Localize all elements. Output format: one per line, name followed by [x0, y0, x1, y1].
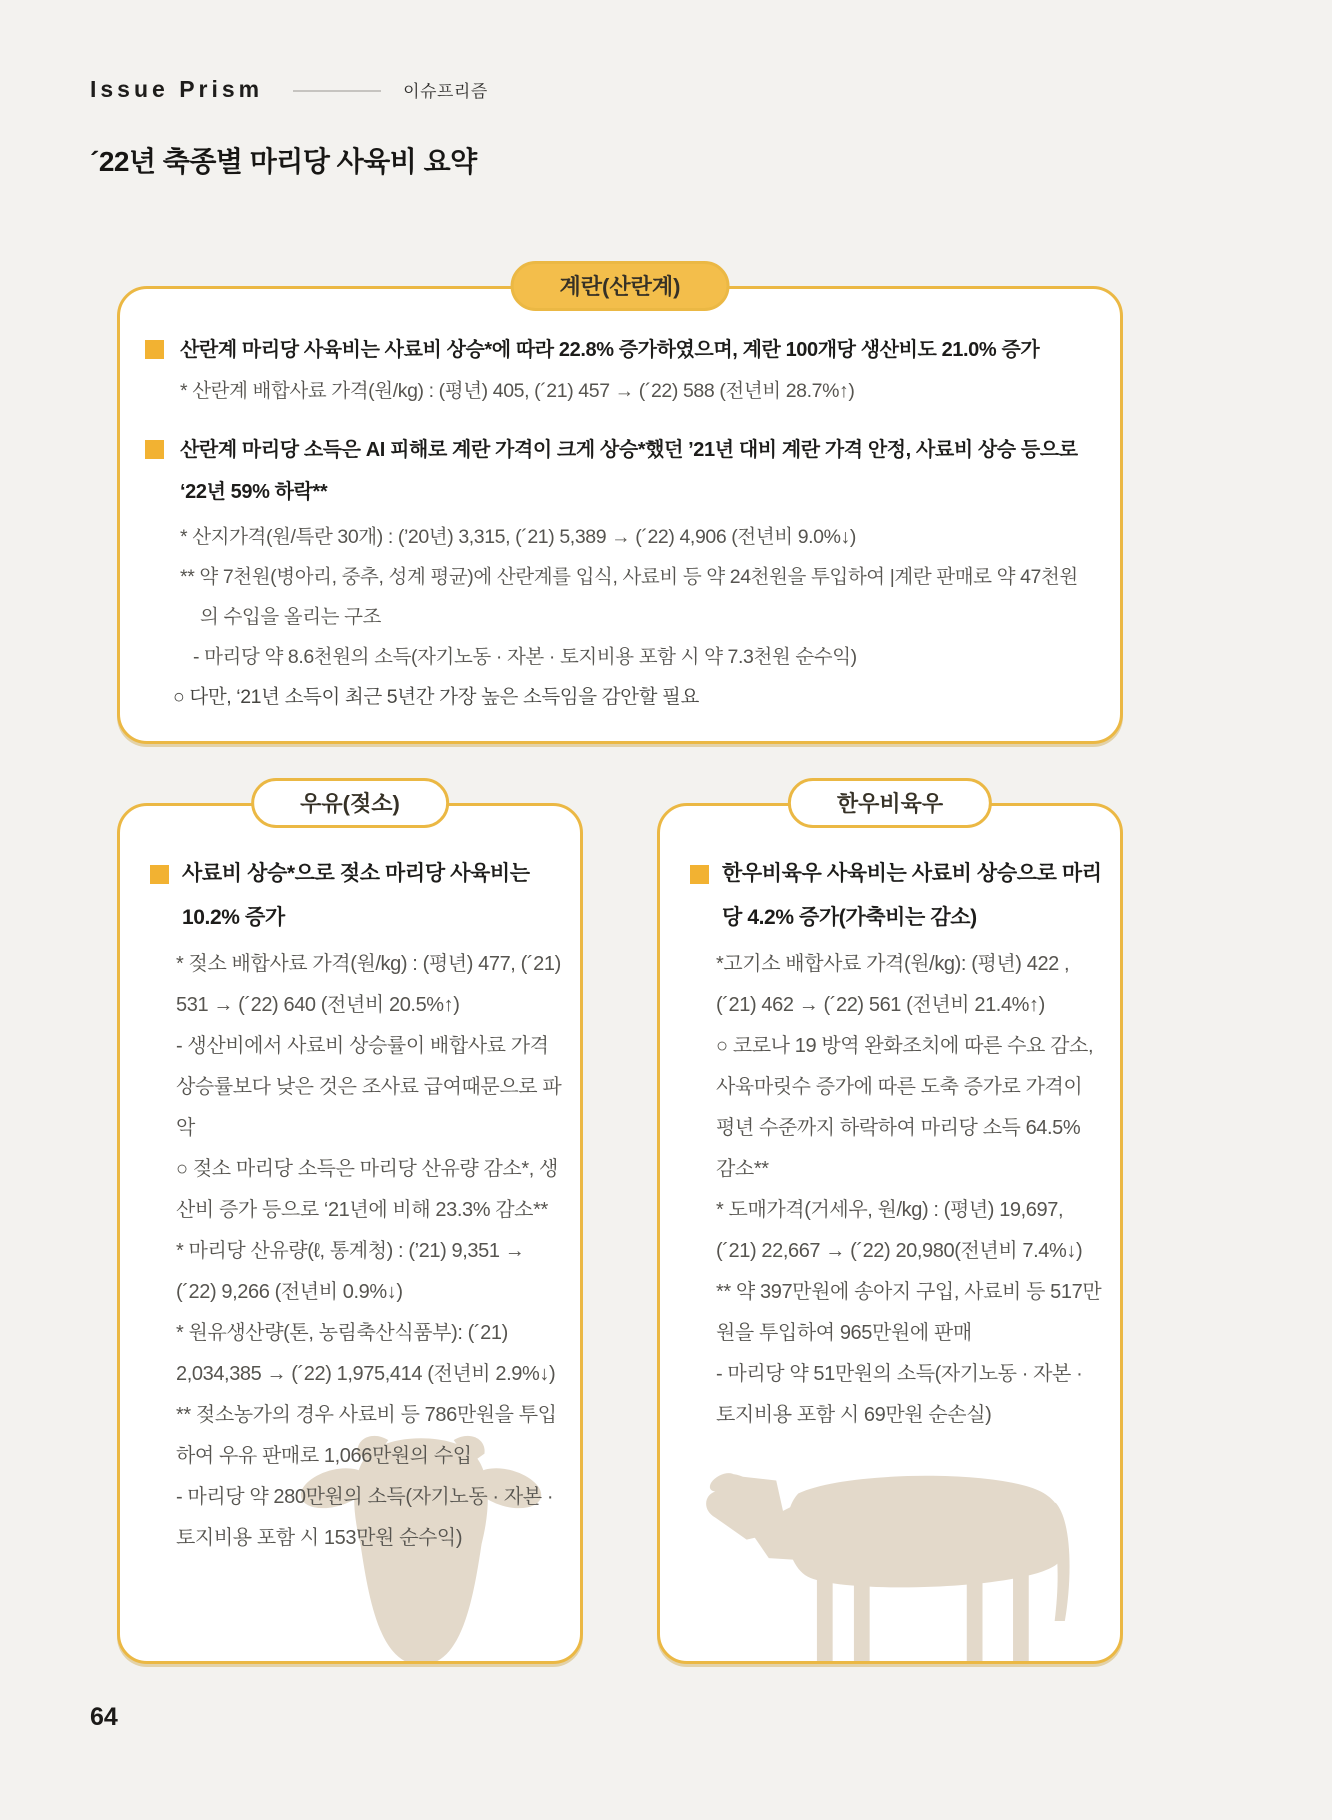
milk-note-yield: * 마리당 산유량(ℓ, 통계청) : (’21) 9,351 → (´22) 9,266 (전년비 0.9%↓): [176, 1240, 525, 1303]
beef-note-feed-price: *고기소 배합사료 가격(원/kg): (평년) 422 , (´21) 462 → (´22) 561 (전년비 21.4%↑): [716, 953, 1070, 1016]
page-number: 64: [90, 1703, 118, 1731]
milk-note-income-drop: ○ 젖소 마리당 소득은 마리당 산유량 감소*, 생산비 증가 등으로 ‘21년에 비해 23.3% 감소**: [176, 1158, 558, 1221]
square-bullet-icon: [145, 340, 164, 359]
egg-note-feed-price: * 산란계 배합사료 가격(원/kg) : (평년) 405, (´21) 457 → (´22) 588 (전년비 28.7%↑): [180, 380, 855, 402]
egg-note-farm-price: * 산지가격(원/특란 30개) : (’20년) 3,315, (´21) 5,389 → (´22) 4,906 (전년비 9.0%↓): [180, 526, 857, 548]
page-title: ´22년 축종별 마리당 사육비 요약: [90, 146, 477, 177]
brand-title: Issue Prism: [90, 76, 264, 102]
box-egg: [117, 274, 1123, 744]
square-bullet-icon: [145, 440, 164, 459]
page-header: [90, 76, 488, 103]
milk-note-income: - 마리당 약 280만원의 소득(자기노동 · 자본 · 토지비용 포함 시 153만원 순수익): [176, 1486, 554, 1549]
beef-point-1-text: 한우비육우 사육비는 사료비 상승으로 마리당 4.2% 증가(가축비는 감소): [722, 862, 1102, 929]
milk-note-feed-price: * 젖소 배합사료 가격(원/kg) : (평년) 477, (´21) 531 → (´22) 640 (전년비 20.5%↑): [176, 953, 561, 1016]
milk-note-raw-milk-output: * 원유생산량(톤, 농림축산식품부): (´21) 2,034,385 → (´22) 1,975,414 (전년비 2.9%↓): [176, 1322, 556, 1385]
box-beef-label: 한우비육우: [788, 778, 992, 828]
box-milk: [117, 791, 583, 1664]
egg-note-income: - 마리당 약 8.6천원의 소득(자기노동 · 자본 · 토지비용 포함 시 약 7.3천원 순수익): [193, 646, 857, 668]
milk-point-1-text: 사료비 상승*으로 젖소 마리당 사육비는 10.2% 증가: [182, 862, 530, 929]
egg-point-2-text: 산란계 마리당 소득은 AI 피해로 계란 가격이 크게 상승*했던 ’21년 대비 계란 가격 안정, 사료비 상승 등으로 ‘22년 59% 하락**: [180, 439, 1078, 503]
milk-point-1: [150, 852, 564, 940]
box-beef: [657, 791, 1123, 1664]
beef-point-1: [690, 852, 1104, 940]
beef-note-wholesale-price: * 도매가격(거세우, 원/kg) : (평년) 19,697, (´21) 22,667 → (´22) 20,980(전년비 7.4%↓): [716, 1199, 1083, 1262]
box-egg-label: 계란(산란계): [511, 261, 730, 311]
egg-point-1-text: 산란계 마리당 사육비는 사료비 상승*에 따라 22.8% 증가하였으며, 계란 100개당 생산비도 21.0% 증가: [180, 339, 1040, 361]
milk-note-farm-revenue: ** 젖소농가의 경우 사료비 등 786만원을 투입하여 우유 판매로 1,066만원의 수입: [176, 1404, 557, 1467]
beef-note-cost-structure: ** 약 397만원에 송아지 구입, 사료비 등 517만원을 투입하여 965만원에 판매: [716, 1281, 1102, 1344]
brand-underline: [293, 90, 381, 92]
egg-note-caveat: ○ 다만, ‘21년 소득이 최근 5년간 가장 높은 소득임을 감안할 필요: [173, 686, 699, 708]
square-bullet-icon: [690, 865, 709, 884]
beef-cow-silhouette-icon: [688, 1449, 1092, 1661]
square-bullet-icon: [150, 865, 169, 884]
beef-note-income-drop: ○ 코로나 19 방역 완화조치에 따른 수요 감소, 사육마릿수 증가에 따른 도축 증가로 가격이 평년 수준까지 하락하여 마리당 소득 64.5% 감소**: [716, 1035, 1094, 1180]
box-milk-label: 우유(젖소): [251, 778, 449, 828]
beef-note-income: - 마리당 약 51만원의 소득(자기노동 · 자본 · 토지비용 포함 시 69만원 순손실): [716, 1363, 1083, 1426]
egg-note-cost-structure: ** 약 7천원(병아리, 중추, 성계 평균)에 산란계를 입식, 사료비 등 약 24천원을 투입하여 |계란 판매로 약 47천원의 수입을 올리는 구조: [180, 566, 1078, 628]
brand-korean: 이슈프리즘: [403, 82, 488, 101]
egg-point-2: [145, 429, 1094, 513]
milk-note-cost-analysis: - 생산비에서 사료비 상승률이 배합사료 가격 상승률보다 낮은 것은 조사료 급여때문으로 파악: [176, 1035, 562, 1139]
egg-point-1: [145, 329, 1094, 371]
